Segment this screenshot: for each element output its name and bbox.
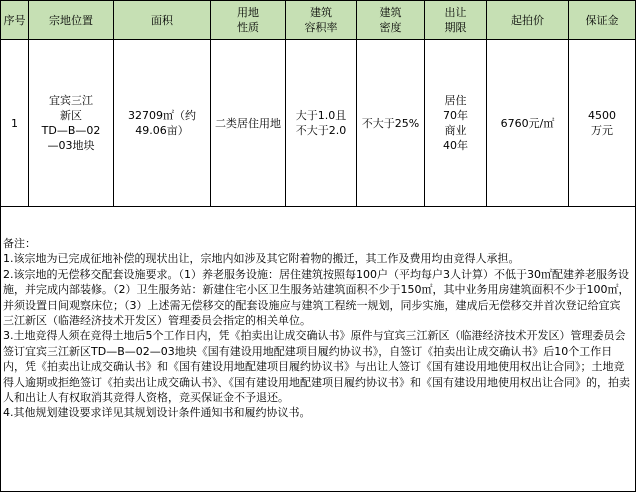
- table-header-row: [1, 1, 636, 40]
- cell-density: 不大于25%: [357, 40, 425, 207]
- note-item: 3.土地竞得人须在竞得土地后5个工作日内，凭《拍卖出让成交确认书》原件与宜宾三江新区（临港经济技术开发区）管理委员会签订宜宾三江新区TD—B—02—03地块《国有建设用地配建项目履约协议书》，自签订《拍卖出让成交确认书》后10个工作日内，凭《拍卖出让成交确认书》和《国有建设用地配建项目履约协议书》与出让人签订《国有建设用地使用权出让合同》；土地竞得人逾期或拒绝签订《拍卖出让成交确认书》、《国有建设用地配建项目履约协议书》和《国有建设用地使用权出让合同》的，拍卖人和出让人有权取消其竞得人资格，竞买保证金不予退还。: [3, 329, 630, 405]
- cell-deposit: [569, 40, 636, 207]
- header-term: [425, 1, 487, 40]
- header-density: [357, 1, 425, 40]
- term-line: 居住: [444, 94, 467, 107]
- land-parcel-table: [0, 0, 636, 207]
- cell-area: [114, 40, 211, 207]
- note-item: 1.该宗地为已完成征地补偿的现状出让，宗地内如涉及其它附着物的搬迁，其工作及费用均由竞得人承担。: [3, 252, 520, 266]
- deposit-line: 万元: [591, 124, 613, 137]
- header-start-price: 起拍价: [487, 1, 569, 40]
- header-location: 宗地位置: [29, 1, 114, 40]
- header-density-line1: 建筑: [379, 6, 402, 19]
- header-land-use-line1: 用地: [237, 6, 259, 19]
- note-item: 2.该宗地的无偿移交配套设施要求。（1）养老服务设施：居住建筑按照每100户（平均每户3人计算）不低于30㎡配建养老服务设施，并完成内部装修。（2）卫生服务站：新建住宅小区卫生服务站建筑面积不少于150㎡，其中业务用房建筑面积不少于100㎡，并须设置日间观察床位；（3）上述需无偿移交的配套设施应与建筑工程统一规划，同步实施，建成后无偿移交并首次登记给宜宾三江新区（临港经济技术开发区）管理委员会指定的相关单位。: [3, 267, 630, 328]
- term-line: 70年: [443, 109, 468, 122]
- note-item: 4.其他规划建设要求详见其规划设计条件通知书和履约协议书。: [3, 406, 311, 420]
- header-term-line2: 期限: [444, 21, 467, 34]
- cell-no: 1: [1, 40, 29, 207]
- header-area: 面积: [114, 1, 211, 40]
- area-line: 32709㎡（约: [128, 109, 196, 122]
- header-term-line1: 出让: [444, 6, 467, 19]
- cell-plot-ratio: [286, 40, 357, 207]
- notes-frame-bottom: [0, 491, 636, 492]
- area-line: 49.06亩）: [135, 124, 189, 137]
- cell-land-use: 二类居住用地: [211, 40, 286, 207]
- plot-ratio-line: 不大于2.0: [295, 124, 347, 137]
- location-line: 新区: [60, 109, 82, 122]
- deposit-line: 4500: [588, 109, 616, 122]
- header-plot-ratio-line2: 容积率: [304, 21, 338, 34]
- header-land-use: [211, 1, 286, 40]
- cell-start-price: 6760元/㎡: [487, 40, 569, 207]
- header-no: 序号: [1, 1, 29, 40]
- plot-ratio-line: 大于1.0且: [295, 109, 347, 122]
- location-line: —03地块: [47, 139, 95, 152]
- location-line: TD—B—02: [41, 124, 101, 137]
- term-line: 商业: [444, 124, 467, 137]
- notes-frame-left: [0, 206, 1, 492]
- table-row: [1, 40, 636, 207]
- notes-block: [3, 236, 631, 421]
- notes-frame-right: [635, 206, 636, 492]
- header-plot-ratio: [286, 1, 357, 40]
- header-deposit: 保证金: [569, 1, 636, 40]
- header-density-line2: 密度: [379, 21, 402, 34]
- cell-term: [425, 40, 487, 207]
- header-plot-ratio-line1: 建筑: [310, 6, 332, 19]
- cell-location: [29, 40, 114, 207]
- term-line: 40年: [443, 139, 468, 152]
- notes-title: 备注：: [3, 237, 36, 250]
- location-line: 宜宾三江: [49, 94, 93, 107]
- header-land-use-line2: 性质: [237, 21, 259, 34]
